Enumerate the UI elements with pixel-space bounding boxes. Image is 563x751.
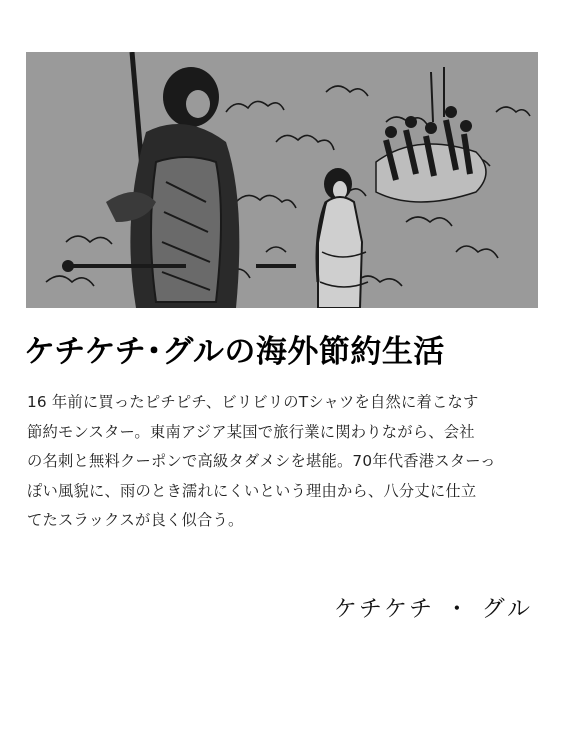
ukiyoe-woodblock-illustration-icon xyxy=(26,52,538,308)
description-line: の名刺と無料クーポンで高級タダメシを堪能。70年代香港スターっ xyxy=(27,452,496,470)
author-name: ケチケチ ・ グル xyxy=(333,596,533,622)
procession-group xyxy=(376,67,486,202)
description-line: 節約モンスター。東南アジア某国で旅行業に関わりながら、会社 xyxy=(27,422,475,441)
description-line: ぽい風貌に、雨のとき濡れにくいという理由から、八分丈に仕立 xyxy=(27,481,477,500)
cloud-swirl xyxy=(406,217,452,226)
cloud-swirl xyxy=(276,135,334,150)
description-line: 16 年前に買ったピチピチ、ビリビリのTシャツを自然に着こなす xyxy=(27,393,479,411)
cloud-swirl xyxy=(236,195,296,208)
cloud-swirl xyxy=(266,247,286,252)
cloud-swirl xyxy=(46,276,94,286)
cloud-swirl xyxy=(456,246,498,258)
cloud-swirl xyxy=(496,107,530,116)
cloud-swirl xyxy=(66,236,112,244)
cloud-swirl xyxy=(226,101,284,112)
page-title: ケチケチ･グルの海外節約生活 xyxy=(24,334,445,370)
lady-figure xyxy=(317,168,368,308)
description-line: てたスラックスが良く似合う。 xyxy=(27,511,244,529)
cloud-swirl xyxy=(326,86,368,96)
warrior-figure xyxy=(62,52,296,308)
header-illustration xyxy=(26,52,538,308)
profile-description xyxy=(27,388,543,536)
